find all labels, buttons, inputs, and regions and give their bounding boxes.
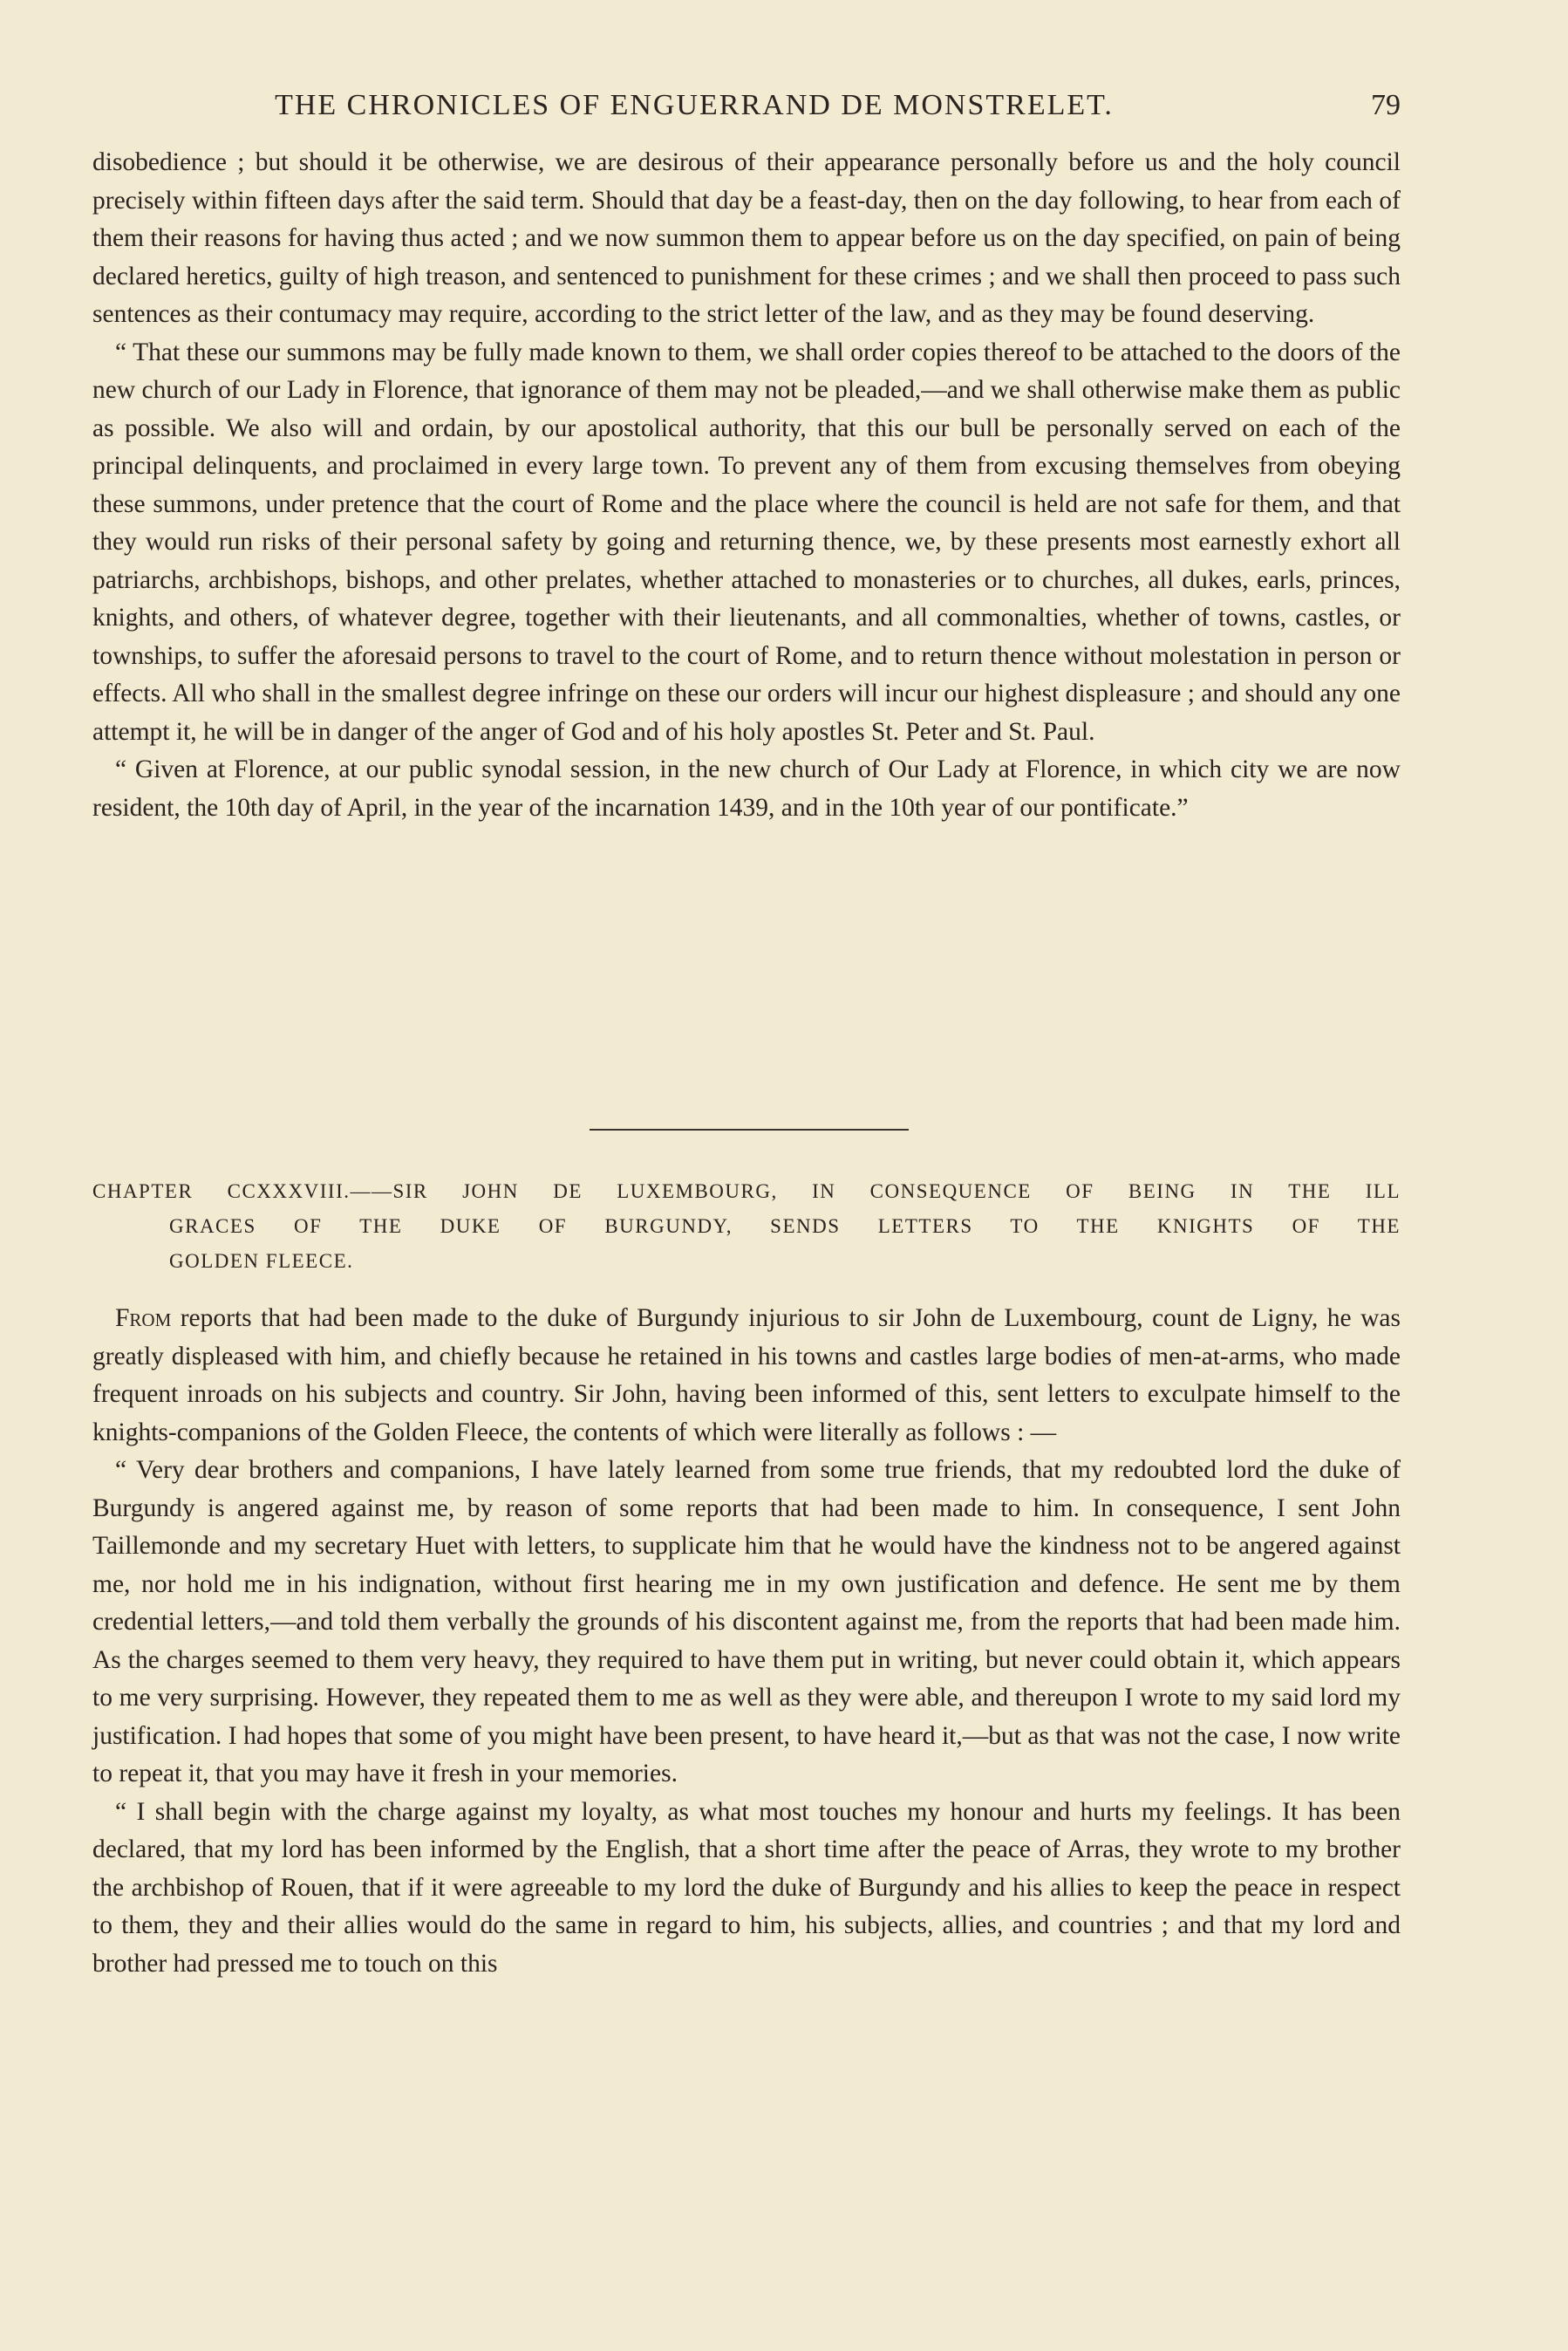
chapter-heading [92, 1174, 1401, 1279]
paragraph: “ I shall begin with the charge against my loyalty, as what most touches my honour and hurts my feelings. It has been declared, that my lord has been informed by the English, that a short time after the peace of Arras, they wrote to my brother the archbishop of Rouen, that if it were agreeable to my lord the duke of Burgundy and his allies to keep the peace in respect to them, they and their allies would do the same in regard to him, his subjects, allies, and countries ; and that my lord and brother had pressed me to touch on this [92, 1797, 1401, 1978]
paragraph: disobedience ; but should it be otherwise, we are desirous of their appearance personally before us and the holy council precisely within fifteen days after the said term. Should that day be a feast-day, then on the day following, to hear from each of them their reasons for having thus acted ; and we now summon them to appear before us on the day specified, on pain of being declared heretics, guilty of high treason, and sentenced to punishment for these crimes ; and we shall then proceed to pass such sentences as their contumacy may require, according to the strict letter of the law, and as they may be found deserving. [92, 148, 1401, 328]
text-block-top [92, 144, 1401, 827]
paragraph: “ Very dear brothers and companions, I have lately learned from some true friends, that my redoubted lord the duke of Burgundy is angered against me, by reason of some reports that had been made to him. In consequence, I sent John Taillemonde and my secretary Huet with letters, to supplicate him that he would have the kindness not to be angered against me, nor hold me in his indignation, without first hearing me in my own justification and defence. He sent me by them credential letters,—and told them verbally the grounds of his discontent against me, from the reports that had been made him. As the charges seemed to them very heavy, they required to have them put in writing, but never could obtain it, which appears to me very surprising. However, they repeated them to me as well as they were able, and thereupon I wrote to my said lord my justification. I had hopes that some of you might have been present, to have heard it,—but as that was not the case, I now write to repeat it, that you may have it fresh in your memories. [92, 1456, 1401, 1787]
chapter-heading-line: CHAPTER CCXXXVIII.——SIR JOHN DE LUXEMBOURG, IN CONSEQUENCE OF BEING IN THE ILL [92, 1180, 1401, 1202]
running-head [92, 84, 1401, 127]
chapter-heading-line: GOLDEN FLEECE. [169, 1250, 354, 1272]
section-divider [590, 1129, 909, 1131]
paragraph: “ That these our summons may be fully made known to them, we shall order copies thereof to be attached to the doors of the new church of our Lady in Florence, that ignorance of them may not be pleaded,—and we shall otherwise make them as public as possible. We also will and ordain, by our apostolical authority, that this our bull be personally served on each of the principal delinquents, and proclaimed in every large town. To prevent any of them from excusing themselves from obeying these summons, under pretence that the court of Rome and the place where the council is held are not safe for them, and that they would run risks of their personal safety by going and returning thence, we, by these presents most earnestly exhort all patriarchs, archbishops, bishops, and other prelates, whether attached to monasteries or to churches, all dukes, earls, princes, knights, and others, of whatever degree, together with their lieutenants, and all commonalties, whether of towns, castles, or townships, to suffer the aforesaid persons to travel to the court of Rome, and to return thence without molestation in person or effects. All who shall in the smallest degree infringe on these our orders will incur our highest displeasure ; and should any one attempt it, he will be in danger of the anger of God and of his holy apostles St. Peter and St. Paul. [92, 338, 1401, 746]
text-block-bottom [92, 1300, 1401, 1983]
page-number: 79 [1371, 89, 1401, 121]
paragraph [92, 1300, 1401, 1452]
paragraph: “ Given at Florence, at our public synodal session, in the new church of Our Lady at Florence, in which city we are now resident, the 10th day of April, in the year of the incarnation 1439, and in the 10th year of our pontificate.” [92, 755, 1401, 822]
opening-word: From [115, 1304, 172, 1332]
chapter-heading-line: GRACES OF THE DUKE OF BURGUNDY, SENDS LETTERS TO THE KNIGHTS OF THE [169, 1215, 1401, 1237]
running-title: THE CHRONICLES OF ENGUERRAND DE MONSTRELET. [275, 89, 1114, 121]
opening-text: reports that had been made to the duke of Burgundy injurious to sir John de Luxembourg, count de Ligny, he was greatly displeased with him, and chiefly because he retained in his towns and castles large bodies of men-at-arms, who made frequent inroads on his subjects and country. Sir John, having been informed of this, sent letters to exculpate himself to the knights-companions of the Golden Fleece, the contents of which were literally as follows : — [92, 1304, 1401, 1446]
